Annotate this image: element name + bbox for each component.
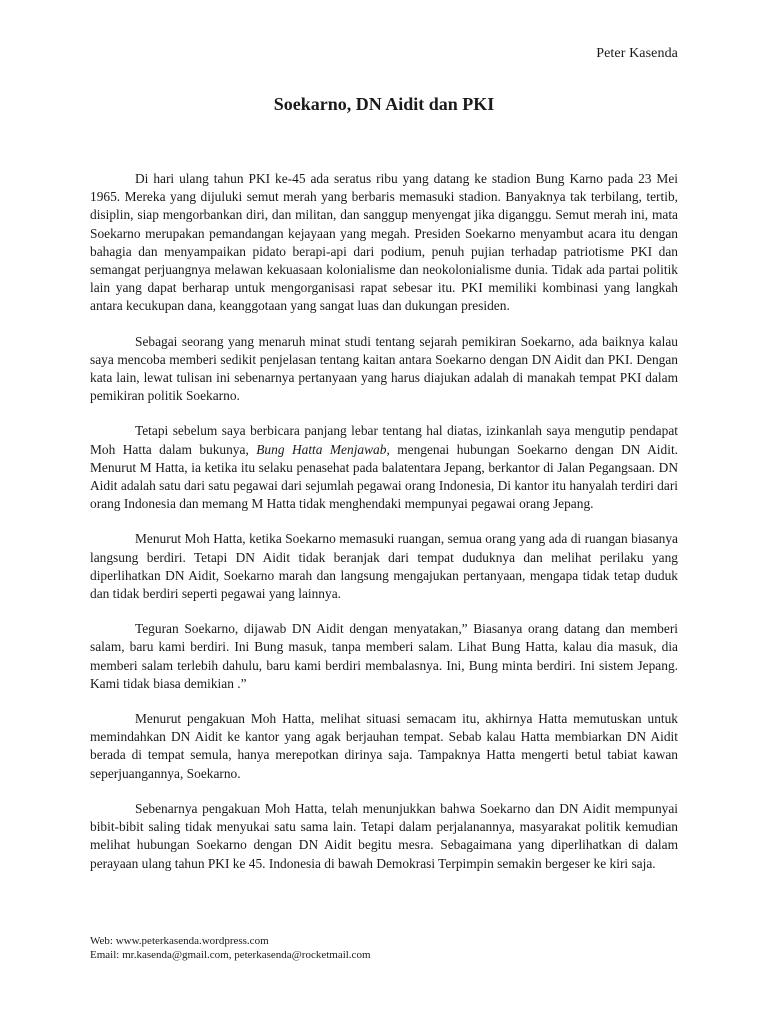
paragraph-1: Di hari ulang tahun PKI ke-45 ada seratus ribu yang datang ke stadion Bung Karno pada 23 Mei 1965. Mereka yang dijuluki semut merah yang berbaris memasuki stadion. Banyaknya tak terbilang, tertib, disiplin, siap mengorbankan diri, dan militan, dan sanggup menyengat jika diganggu. Semut merah ini, mata Soekarno merupakan pemandangan kejayaan yang megah. Presiden Soekarno menyambut acara itu dengan bahagia dan menyampaikan pidato berapi-api dari podium, penuh pujian terhadap patriotisme PKI dan semangat perjuangnya melawan kekuasaan kolonialisme dan neokolonialisme dunia. Tidak ada partai politik lain yang dapat berharap untuk mengorganisasi rapat sebesar itu. PKI memiliki kombinasi yang langkah antara kecukupan dana, keanggotaan yang sangat luas dan dukungan presiden. — [90, 171, 678, 314]
footer — [90, 934, 371, 962]
footer-email: Email: mr.kasenda@gmail.com, peterkasenda@rocketmail.com — [90, 949, 371, 961]
footer-web: Web: www.peterkasenda.wordpress.com — [90, 935, 269, 947]
author-name: Peter Kasenda — [596, 46, 678, 61]
document-title: Soekarno, DN Aidit dan PKI — [273, 94, 495, 114]
paragraph-6: Menurut pengakuan Moh Hatta, melihat situasi semacam itu, akhirnya Hatta memutuskan untuk memindahkan DN Aidit ke kantor yang agak berjauhan tempat. Sebab kalau Hatta membiarkan DN Aidit berada di tempat semula, hanya merepotkan dirinya saja. Tampaknya Hatta mengerti betul tabiat kawan seperjuangannya, Soekarno. — [90, 711, 678, 781]
paragraph-4: Menurut Moh Hatta, ketika Soekarno memasuki ruangan, semua orang yang ada di ruangan biasanya langsung berdiri. Tetapi DN Aidit tidak beranjak dari tempat duduknya dan melihat perilaku yang diperlihatkan DN Aidit, Soekarno marah dan langsung mengajukan pertanyaan, mengapa tidak tetap duduk dan tidak berdiri seperti pegawai yang lainnya. — [90, 531, 678, 602]
paragraph-3 — [90, 422, 678, 513]
book-title: Bung Hatta Menjawab — [256, 441, 387, 457]
document-body — [90, 170, 678, 890]
paragraph-3-text-before: Tetapi sebelum saya berbicara panjang lebar tentang hal diatas, izinkanlah saya mengutip pendapat Moh Hatta dalam bukunya, — [90, 423, 678, 457]
paragraph-3-text-after: , mengenai hubungan Soekarno dengan DN Aidit. Menurut M Hatta, ia ketika itu selaku penasehat pada balatentara Jepang, berkantor di Jalan Pegangsaan. DN Aidit adalah satu dari satu pegawai dari sejumlah pegawai orang Indonesia, Di kantor itu hanyalah terdiri dari orang Indonesia dan memang M Hatta tidak menghendaki mempunyai pegawai orang Jepang. — [90, 441, 679, 512]
paragraph-7: Sebenarnya pengakuan Moh Hatta, telah menunjukkan bahwa Soekarno dan DN Aidit mempunyai bibit-bibit saling tidak menyukai satu sama lain. Tetapi dalam perjalanannya, masyarakat politik kemudian melihat hubungan Soekarno dengan DN Aidit begitu mesra. Sebagaimana yang diperlihatkan di dalam perayaan ulang tahun PKI ke 45. Indonesia di bawah Demokrasi Terpimpin semakin bergeser ke kiri saja. — [90, 800, 678, 871]
paragraph-5: Teguran Soekarno, dijawab DN Aidit dengan menyatakan,” Biasanya orang datang dan memberi salam, baru kami berdiri. Ini Bung masuk, tanpa memberi salam. Lihat Bung Hatta, kalau dia masuk, dia memberi salam terlebih dahulu, baru kami berdiri membalasnya. Ini, Bung minta berdiri. Ini sistem Jepang. Kami tidak biasa demikian .” — [90, 621, 678, 691]
paragraph-2: Sebagai seorang yang menaruh minat studi tentang sejarah pemikiran Soekarno, ada baiknya kalau saya mencoba memberi sedikit penjelasan tentang kaitan antara Soekarno dengan DN Aidit dan PKI. Dengan kata lain, lewat tulisan ini sebenarnya pertanyaan yang harus diajukan adalah di manakah tempat PKI dalam pemikiran politik Soekarno. — [90, 333, 678, 404]
